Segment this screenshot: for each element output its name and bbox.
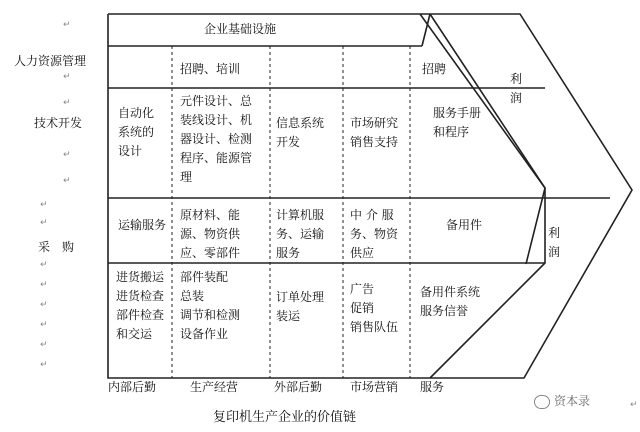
- paragraph-mark-icon: ↵: [40, 340, 48, 350]
- paragraph-mark-icon: ↵: [40, 260, 48, 270]
- primary-operations-cell: 部件装配 总装 调节和检测 设备作业: [180, 270, 241, 341]
- paragraph-mark-icon: ↵: [63, 72, 71, 82]
- paragraph-mark-icon: ↵: [63, 150, 71, 160]
- tech-marketing-cell: 市场研究 销售支持: [350, 116, 399, 149]
- watermark: [534, 392, 590, 411]
- paragraph-mark-icon: ↵: [40, 300, 48, 310]
- primary-marketing-cell: 广告 促销 销售队伍: [350, 282, 399, 334]
- tech-service-cell: 服务手册 和程序: [433, 106, 482, 139]
- tech-outbound-cell: 信息系统 开发: [276, 116, 325, 149]
- label-hr-management: 人力资源管理: [14, 54, 87, 68]
- paragraph-mark-icon: ↵: [40, 218, 48, 228]
- procurement-marketing-cell: 中 介 服 务、物资 供应: [350, 208, 399, 260]
- label-procurement: 采 购: [38, 240, 75, 254]
- primary-service-cell: 备用件系统 服务信誉: [420, 285, 481, 318]
- paragraph-mark-icon: ↵: [63, 176, 71, 186]
- watermark-text: 资本录: [554, 394, 591, 408]
- label-tech-development: 技术开发: [34, 116, 83, 130]
- primary-outbound-cell: 订单处理 装运: [276, 290, 325, 323]
- paragraph-mark-icon: ↵: [40, 280, 48, 290]
- tech-operations-cell: 元件设计、总 装线设计、机 器设计、检测 程序、能源管 理: [180, 94, 253, 184]
- diagram-caption: 复印机生产企业的价值链: [213, 410, 357, 425]
- hr-production-cell: 招聘、培训: [180, 62, 241, 76]
- paragraph-mark-icon: ↵: [40, 320, 48, 330]
- wechat-icon: [534, 395, 550, 409]
- bottom-label-service: 服务: [420, 380, 445, 394]
- procurement-inbound-cell: 运输服务: [118, 218, 167, 232]
- paragraph-mark-icon: ↵: [63, 98, 71, 108]
- infrastructure-header: 企业基础设施: [204, 22, 277, 36]
- tech-inbound-cell: 自动化 系统的 设计: [118, 106, 155, 158]
- paragraph-mark-icon: ↵: [40, 360, 48, 370]
- bottom-label-inbound: 内部后勤: [108, 380, 157, 394]
- bottom-label-marketing: 市场营销: [350, 380, 399, 394]
- procurement-outbound-cell: 计算机服 务、运输 服务: [276, 208, 325, 260]
- procurement-operations-cell: 原材料、能 源、物资供 应、零部件: [180, 208, 241, 260]
- bottom-label-operations: 生产经营: [190, 380, 239, 394]
- paragraph-mark-icon: ↵: [630, 400, 638, 410]
- paragraph-mark-icon: ↵: [63, 20, 71, 30]
- margin-label-upper: 利 润: [510, 72, 523, 105]
- hr-service-cell: 招聘: [422, 62, 447, 76]
- bottom-label-outbound: 外部后勤: [274, 380, 323, 394]
- paragraph-mark-icon: ↵: [40, 200, 48, 210]
- margin-label-lower: 利 润: [548, 226, 561, 259]
- primary-inbound-cell: 进货搬运 进货检查 部件检查 和交运: [116, 270, 165, 341]
- procurement-service-cell: 备用件: [446, 218, 483, 232]
